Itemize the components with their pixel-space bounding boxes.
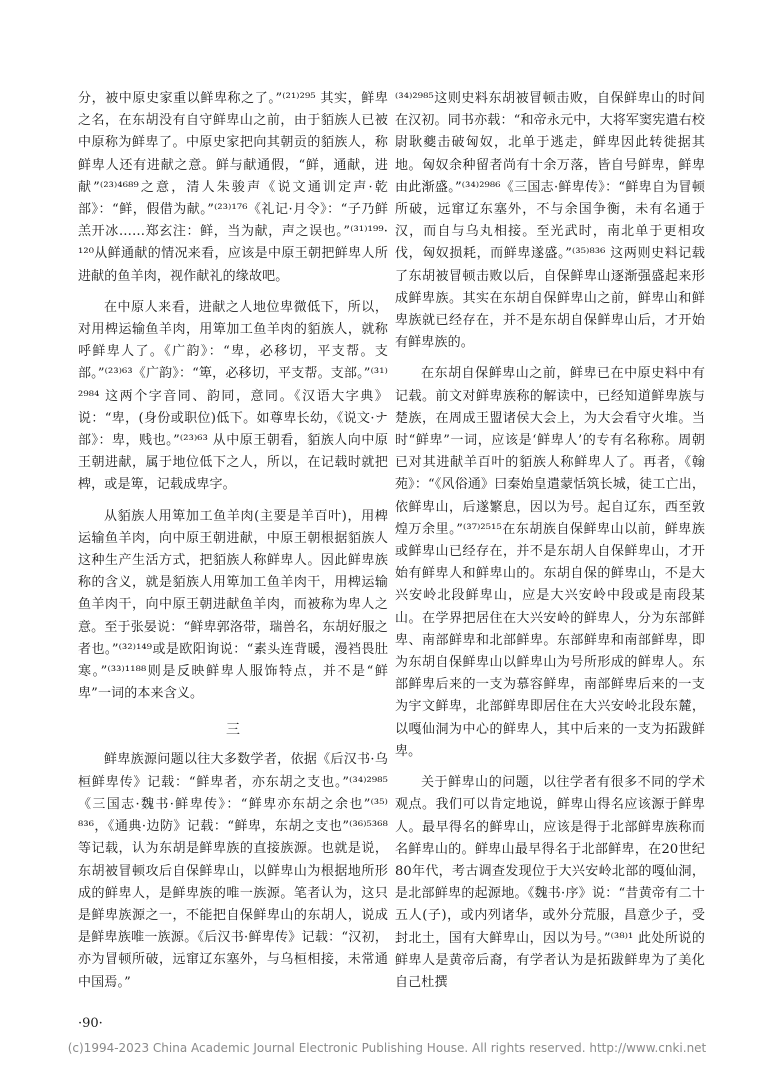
- body-paragraph: ⁽³⁴⁾²⁹⁸⁵这则史料东胡被冒顿击败，自保鲜卑山的时间在汉初。同书亦载：“和帝永元中，大将军窦宪遣右校尉耿夔击破匈奴，北单于逃走，鲜卑因此转徙据其地。匈奴余种留者尚有十余万落，皆自号鲜卑，鲜卑由此渐盛。”⁽³⁴⁾²⁹⁸⁶《三国志·鲜卑传》：“鲜卑自为冒顿所破，远窜辽东塞外，不与余国争衡，未有名通于汉，而自与乌丸相接。至光武时，南北单于更相攻伐，匈奴损耗，而鲜卑遂盛。”⁽³⁵⁾⁸³⁶ 这两则史料记载了东胡被冒顿击败以后，自保鲜卑山逐渐强盛起来形成鲜卑族。其实在东胡自保鲜卑山之前，鲜卑山和鲜卑族就已经存在，并不是东胡自保鲜卑山后，才开始有鲜卑族的。: [395, 91, 705, 351]
- body-paragraph: 鲜卑族源问题以往大多数学者，依据《后汉书·乌桓鲜卑传》记载：“鲜卑者，亦东胡之支也。”⁽³⁴⁾²⁹⁸⁵《三国志·魏书·鲜卑传》：“鲜卑亦东胡之余也”⁽³⁵⁾⁸³⁶，《通典·边防》记载：“鲜卑，东胡之支也”⁽³⁶⁾⁵³⁶⁸ 等记载，认为东胡是鲜卑族的直接族源。也就是说，东胡被冒顿攻后自保鲜卑山，以鲜卑山为根据地所形成的鲜卑人，是鲜卑族的唯一族源。笔者认为，这只是鲜卑族源之一，不能把自保鲜卑山的东胡人，说成是鲜卑族唯一族源。《后汉书·鲜卑传》记载：“汉初，亦为冒顿所破，远窜辽东塞外，与乌桓相接，未常通中国焉。”: [78, 752, 388, 990]
- body-paragraph: 关于鲜卑山的问题，以往学者有很多不同的学术观点。我们可以肯定地说，鲜卑山得名应该源于鲜卑人。最早得名的鲜卑山，应该是得于北部鲜卑族称而名鲜卑山的。鲜卑山最早得名于北部鲜卑，在20世纪80年代，考古调查发现位于大兴安岭北部的嘎仙洞，是北部鲜卑的起源地。《魏书·序》说：“昔黄帝有二十五人(子)，或内列诸华，或外分荒服，昌意少子，受封北土，国有大鲜卑山，因以为号。”⁽³⁸⁾¹ 此处所说的鲜卑人是黄帝后裔，有学者认为是拓跋鲜卑为了美化自己杜撰: [395, 775, 705, 990]
- page-number: ·90·: [78, 1016, 103, 1031]
- body-paragraph: 分，被中原史家重以鲜卑称之了。”⁽²¹⁾²⁹⁵ 其实，鲜卑之名，在东胡没有自守鲜卑山之前，由于貊族人已被中原称为鲜卑了。中原史家把向其朝贡的貊族人，称鲜卑人还有进献之意。鲜与献通假，“鲜，通献，进献”⁽²³⁾⁴⁶⁸⁹之意，清人朱骏声《说文通训定声·乾部》：“鲜，假借为献。”⁽²³⁾¹⁷⁶《礼记·月令》：“子乃鲜羔开冰……郑玄注：鲜，当为献，声之误也。”⁽³¹⁾¹⁹⁹· ¹²⁰从鲜通献的情况来看，应该是中原王朝把鲜卑人所进献的鱼羊肉，视作献礼的缘故吧。: [78, 91, 388, 284]
- body-paragraph: 从貊族人用箄加工鱼羊肉(主要是羊百叶)，用椑运输鱼羊肉，向中原王朝进献，中原王朝根据貊族人这种生产生活方式，把貊族人称鲜卑人。因此鲜卑族称的含义，就是貊族人用箄加工鱼羊肉干，用椑运输鱼羊肉干，向中原王朝进献鱼羊肉，而被称为卑人之意。至于张晏说：“鲜卑郭洛带，瑞兽名，东胡好服之者也。”⁽³²⁾¹⁴⁹或是欧阳询说：“素头连背暖，漫裆畏肚寒。”⁽³³⁾¹¹⁸⁸则是反映鲜卑人服饰特点，并不是“鲜卑”一词的本来含义。: [78, 508, 388, 702]
- left-column: [78, 88, 388, 1003]
- copyright-footer: (c)1994-2023 China Academic Journal Electronic Publishing House. All rights reserved. http://www.cnki.net: [67, 1041, 707, 1055]
- body-paragraph: 在东胡自保鲜卑山之前，鲜卑已在中原史料中有记载。前文对鲜卑族称的解读中，已经知道鲜卑族与楚族，在周成王盟诸侯大会上，为大会看守火堆。当时“鲜卑”一词，应该是‘鲜卑人’的专有名称称。周朝已对其进献羊百叶的貊族人称鲜卑人了。再者，《翰苑》：“《风俗通》曰秦始皇遣蒙恬筑长城，徒工亡出，依鲜卑山，后遂繁息，因以为号。起自辽东，西至敦煌万余里。”⁽³⁷⁾²⁵¹⁵在东胡族自保鲜卑山以前，鲜卑族或鲜卑山已经存在，并不是东胡人自保鲜卑山，才开始有鲜卑人和鲜卑山的。东胡自保的鲜卑山，不是大兴安岭北段鲜卑山，应是大兴安岭中段或是南段某山。在学界把居住在大兴安岭的鲜卑人，分为东部鲜卑、南部鲜卑和北部鲜卑。东部鲜卑和南部鲜卑，即为东胡自保鲜卑山以鲜卑山为号所形成的鲜卑人。东部鲜卑后来的一支为慕容鲜卑，南部鲜卑后来的一支为宇文鲜卑，北部鲜卑即居住在大兴安岭北段东麓，以嘎仙洞为中心的鲜卑人，其中后来的一支为拓跋鲜卑。: [395, 366, 705, 759]
- body-paragraph: 在中原人来看，进献之人地位卑微低下，所以，对用椑运输鱼羊肉，用箄加工鱼羊肉的貊族人，就称呼鲜卑人了。《广韵》：“卑，必移切，平支帮。支部。”⁽²³⁾⁶³《广韵》：“箄，必移切，平支帮。支部。”⁽³¹⁾²⁹⁸⁴ 这两个字音同、韵同，意同。《汉语大字典》说：“卑，(身份或职位)低下。如尊卑长幼，《说文·ナ部》：卑，贱也。”⁽²³⁾⁶³ 从中原王朝看，貊族人向中原王朝进献，属于地位低下之人，所以，在记载时就把椑，或是箄，记载成卑字。: [78, 299, 388, 493]
- right-column: [395, 88, 705, 1003]
- section-heading: 三: [226, 722, 240, 739]
